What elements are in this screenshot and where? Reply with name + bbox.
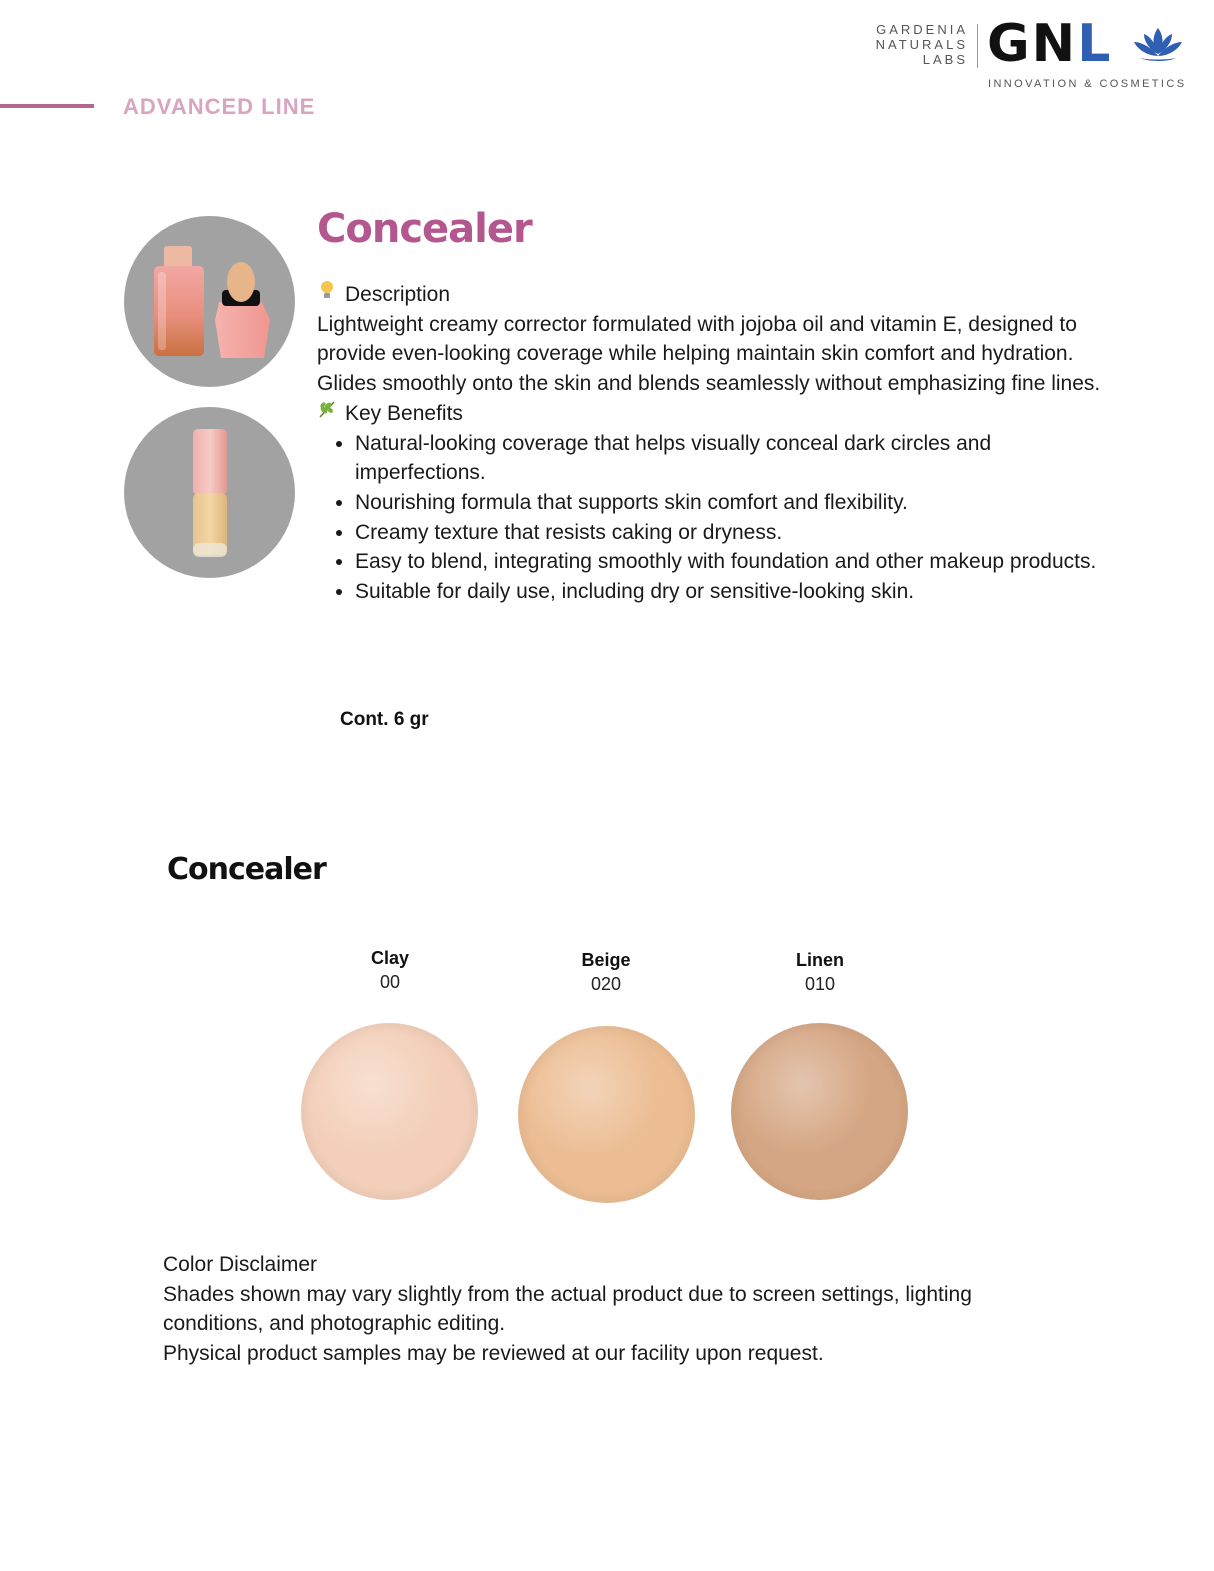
brand-company-line: GARDENIA (876, 22, 968, 37)
description-paragraph: Lightweight creamy corrector formulated with jojoba oil and vitamin E, designed to provide even-looking coverage while helping maintain skin comfort and hydration. (317, 312, 1077, 366)
brand-company-name (858, 22, 968, 67)
description-paragraph: Glides smoothly onto the skin and blends seamlessly without emphasizing fine lines. (317, 372, 1101, 396)
shade-name: Clay (370, 948, 410, 968)
shade-code: 010 (804, 974, 836, 994)
disclaimer-line: Shades shown may vary slightly from the actual product due to screen settings, lighting conditions, and photographic editing. (163, 1282, 972, 1336)
benefit-item: • Suitable for daily use, including dry or sensitive-looking skin. (355, 577, 1107, 607)
shade-swatch (518, 1026, 695, 1203)
benefit-item: • Creamy texture that resists caking or dryness. (355, 518, 1107, 548)
product-image-bottle (124, 407, 295, 578)
shade-name: Beige (581, 950, 631, 970)
product-description-block (317, 280, 1107, 607)
disclaimer-line: Physical product samples may be reviewed at our facility upon request. (163, 1342, 824, 1366)
logo-mark-gn: GN (987, 14, 1078, 74)
benefits-list (317, 429, 1107, 607)
disclaimer-heading: Color Disclaimer (163, 1253, 318, 1276)
shade-swatch (731, 1023, 908, 1200)
logo-divider (977, 24, 978, 68)
benefits-heading (317, 399, 1107, 429)
brand-tagline: INNOVATION & COSMETICS (988, 78, 1187, 90)
line-rule (0, 104, 94, 108)
color-disclaimer (163, 1250, 983, 1369)
benefit-item: • Easy to blend, integrating smoothly with foundation and other makeup products. (355, 547, 1107, 577)
shade-swatch (301, 1023, 478, 1200)
benefits-heading-label: Key Benefits (345, 401, 463, 425)
shades-section-title: Concealer (167, 852, 326, 887)
logo-mark-l: L (1077, 14, 1113, 74)
herb-icon (317, 399, 337, 429)
product-title: Concealer (317, 206, 532, 252)
description-heading-label: Description (345, 283, 451, 306)
brand-logo-mark (987, 14, 1112, 74)
benefit-item: • Natural-looking coverage that helps visually conceal dark circles and imperfections. (355, 429, 1107, 488)
brand-company-line: NATURALS (875, 37, 968, 52)
lightbulb-icon (317, 280, 337, 310)
brand-company-line: LABS (922, 52, 968, 67)
shade-code: 00 (379, 972, 401, 992)
lotus-icon (1130, 24, 1186, 66)
product-content: Cont. 6 gr (340, 709, 429, 730)
shade-name: Linen (796, 950, 844, 970)
line-label: ADVANCED LINE (123, 94, 316, 119)
description-heading (317, 280, 1107, 310)
benefit-item: • Nourishing formula that supports skin comfort and flexibility. (355, 488, 1107, 518)
product-image-jar (124, 216, 295, 387)
shade-code: 020 (590, 974, 622, 994)
